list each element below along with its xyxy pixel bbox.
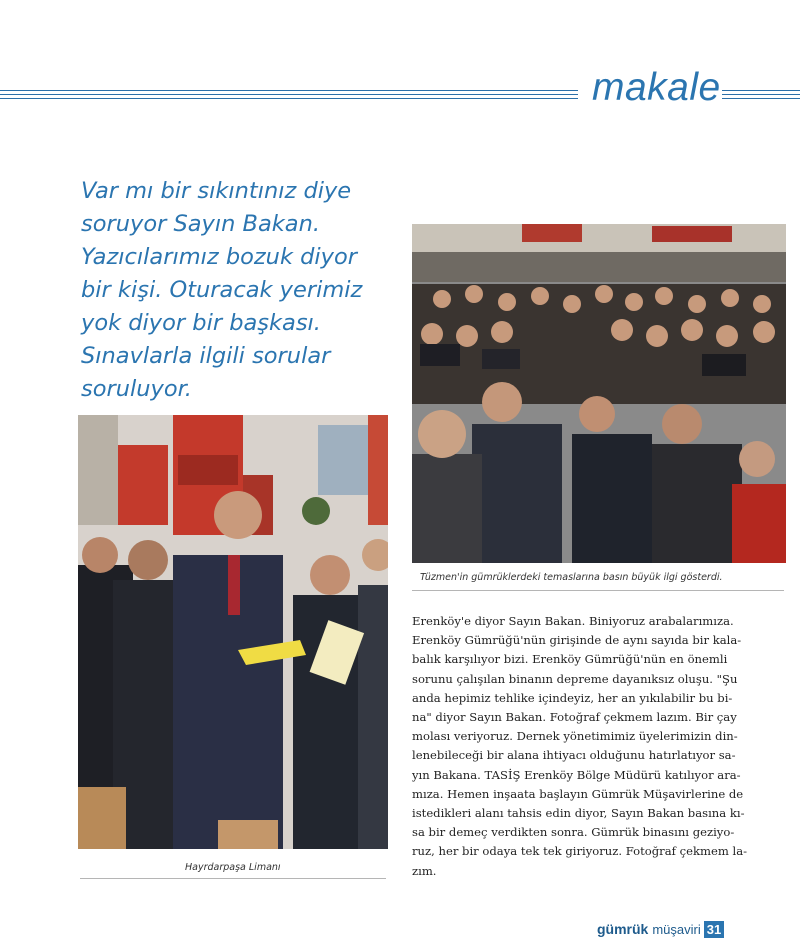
pull-quote-line: soruluyor.	[81, 376, 192, 402]
body-line: na" diyor Sayın Bakan. Fotoğraf çekmem lazım. Bir çay	[412, 710, 737, 725]
body-line: Erenköy Gümrüğü'nün girişinde de aynı sayıda bir kala-	[412, 633, 742, 648]
pull-quote-line: yok diyor bir başkası.	[81, 310, 321, 336]
article-body	[412, 612, 784, 881]
header-rule-right-3	[722, 98, 800, 99]
body-line: ruz, her bir odaya tek tek giriyoruz. Fotoğraf çekmem la-	[412, 844, 748, 859]
body-line: Erenköy'e diyor Sayın Bakan. Biniyoruz arabalarımıza.	[412, 614, 734, 628]
caption-divider	[412, 590, 784, 591]
pull-quote-line: soruyor Sayın Bakan.	[81, 211, 320, 237]
body-line: sa bir demeç verdikten sonra. Gümrük binasını geziyo-	[412, 825, 735, 840]
body-line: lenebileceği bir alana ihtiyacı olduğunu hatırlatıyor sa-	[412, 748, 736, 763]
publication-name-part1: gümrük	[597, 921, 649, 937]
crowd-photo	[412, 224, 786, 563]
page-footer	[597, 921, 724, 938]
header-rule-right-2	[722, 94, 800, 95]
pull-quote-line: bir kişi. Oturacak yerimiz	[81, 277, 363, 303]
pull-quote-line: Var mı bir sıkıntınız diye	[81, 178, 352, 204]
publication-name-part2: müşaviri	[652, 922, 701, 937]
header-rule-left-3	[0, 98, 578, 99]
body-line: mıza. Hemen inşaata başlayın Gümrük Müşavirlerine de	[412, 786, 744, 801]
port-photo-caption: Hayrdarpaşa Limanı	[185, 862, 281, 873]
pull-quote	[81, 175, 381, 406]
body-line: sorunu çalışılan binanın depreme dayanıksız oluşu. "Şu	[412, 671, 738, 686]
body-line: yın Bakana. TASİŞ Erenköy Bölge Müdürü katılıyor ara-	[412, 767, 741, 782]
body-line: anda hepimiz tehlike içindeyiz, her an yıkılabilir bu bi-	[412, 690, 733, 705]
crowd-photo-caption: Tüzmen'in gümrüklerdeki temaslarına basın büyük ilgi gösterdi.	[420, 572, 723, 583]
page-number: 31	[704, 921, 724, 938]
pull-quote-line: Sınavlarla ilgili sorular	[81, 343, 331, 369]
header-rule-left-2	[0, 94, 578, 95]
body-line: molası veriyoruz. Dernek yönetimimiz üyelerimizin din-	[412, 729, 738, 744]
header-rule-left-1	[0, 90, 578, 91]
body-line: balık karşılıyor bizi. Erenköy Gümrüğü'nün en önemli	[412, 652, 728, 667]
pull-quote-line: Yazıcılarımız bozuk diyor	[81, 244, 357, 270]
body-line: istedikleri alanı tahsis edin diyor, Sayın Bakan basına kı-	[412, 806, 745, 821]
header-rule-right-1	[722, 90, 800, 91]
caption-divider	[80, 878, 386, 879]
section-title: makale	[592, 66, 721, 109]
port-photo	[78, 415, 388, 849]
body-line: zım.	[412, 863, 437, 878]
